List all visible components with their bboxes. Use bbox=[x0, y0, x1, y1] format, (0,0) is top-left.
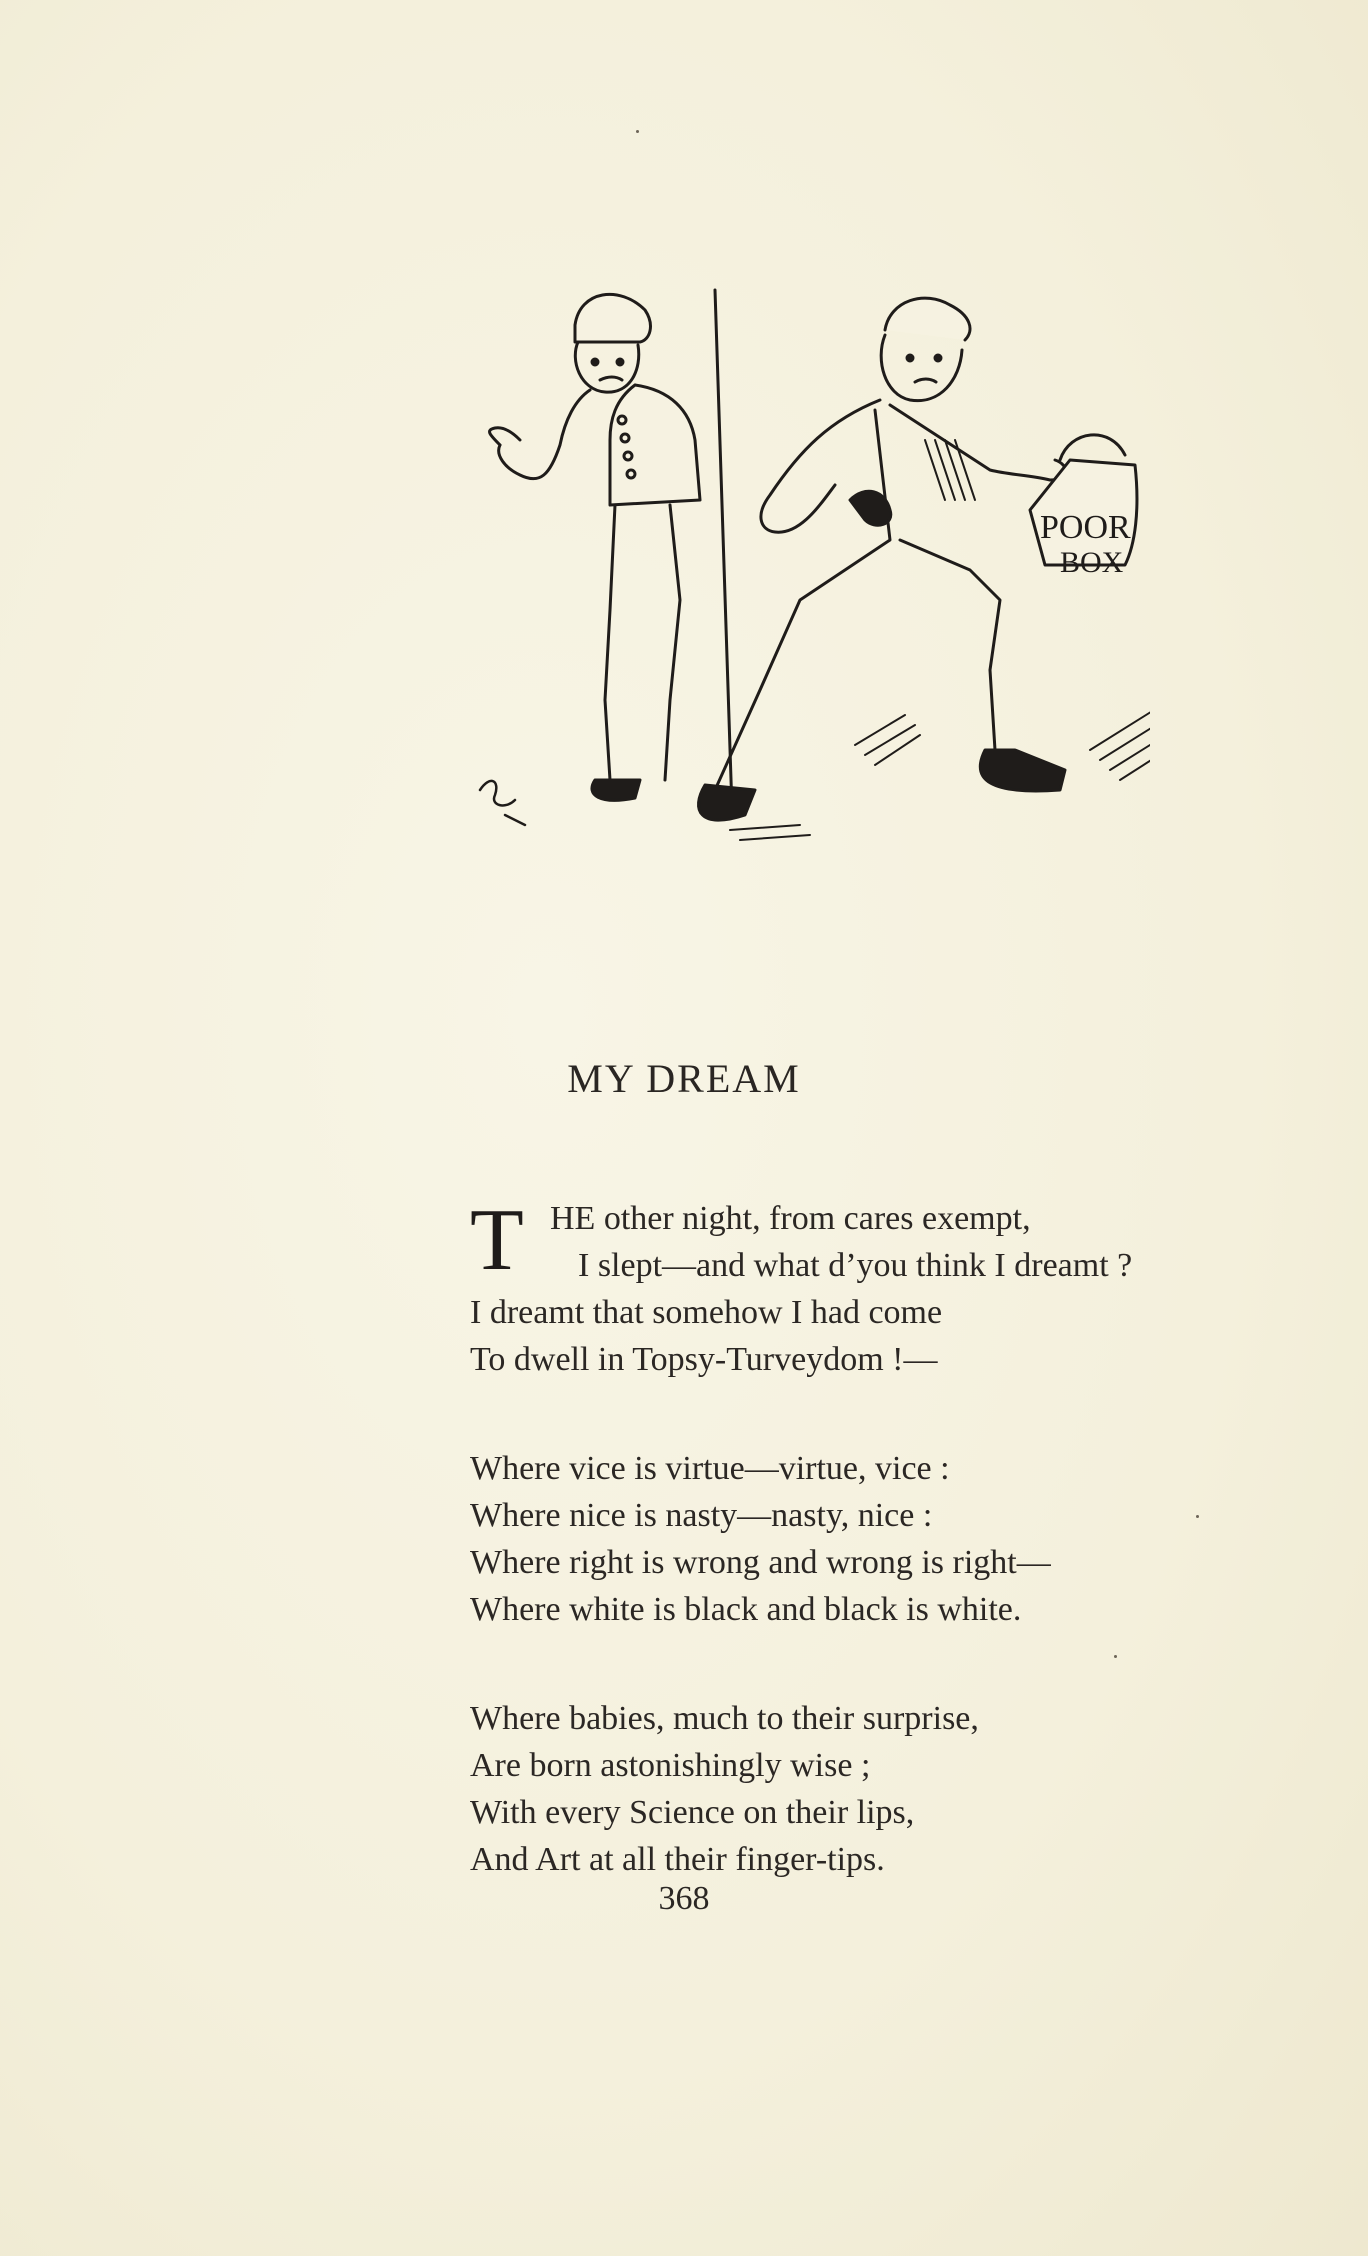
poem-line: To dwell in Topsy-Turveydom !— bbox=[470, 1341, 938, 1378]
paper-speck bbox=[636, 130, 639, 133]
poem-line: Where nice is nasty—nasty, nice : bbox=[470, 1497, 933, 1534]
poem-line: I slept—and what d’you think I dreamt ? bbox=[578, 1247, 1133, 1284]
poem-line: Where right is wrong and wrong is right— bbox=[470, 1544, 1051, 1581]
poor-box-label-line1: POOR bbox=[1040, 509, 1131, 546]
poem-line: Where white is black and black is white. bbox=[470, 1591, 1022, 1628]
poem-line: Where babies, much to their surprise, bbox=[470, 1700, 979, 1737]
poem-line: With every Science on their lips, bbox=[470, 1794, 915, 1831]
stanza-2 bbox=[470, 1445, 1320, 1633]
poem-line: I dreamt that somehow I had come bbox=[470, 1294, 943, 1331]
stanza-1 bbox=[470, 1192, 1320, 1383]
poem-title: MY DREAM bbox=[567, 1056, 801, 1101]
poem-line: Where vice is virtue—virtue, vice : bbox=[470, 1450, 950, 1487]
poem-line: Are born astonishingly wise ; bbox=[470, 1747, 871, 1784]
poem-body bbox=[470, 1192, 1320, 1945]
drop-cap: T bbox=[470, 1192, 524, 1289]
poor-box-label-line2: BOX bbox=[1060, 546, 1124, 579]
artist-monogram bbox=[480, 781, 525, 825]
poem-line: And Art at all their finger-tips. bbox=[470, 1841, 885, 1878]
pen-drawing-illustration bbox=[470, 270, 1150, 870]
poem-line-text: HE other night, from cares exempt, bbox=[550, 1200, 1031, 1237]
beadle-figure bbox=[490, 294, 700, 800]
ground-hatching bbox=[730, 700, 1150, 840]
page-number: 368 bbox=[658, 1880, 710, 1917]
stanza-3 bbox=[470, 1695, 1320, 1883]
